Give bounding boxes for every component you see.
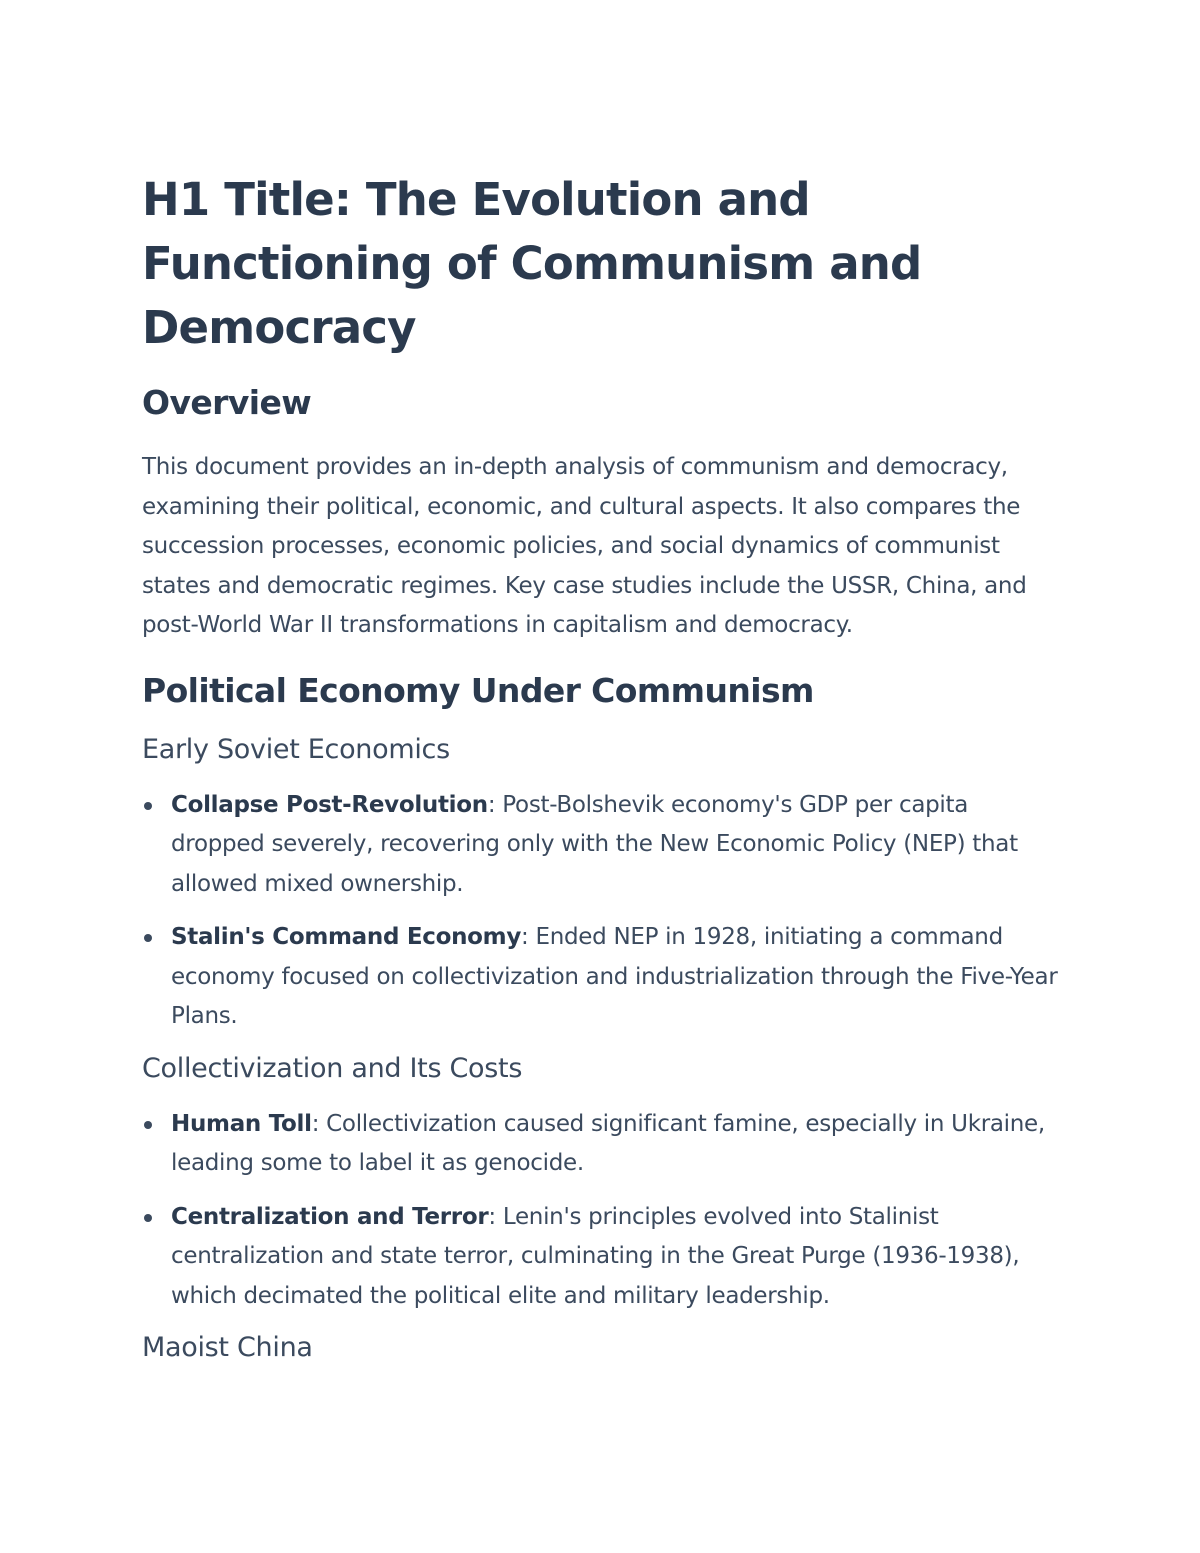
list-item-term: Centralization and Terror bbox=[171, 1203, 489, 1230]
list-item bbox=[142, 1105, 1062, 1184]
subsection-heading: Maoist China bbox=[142, 1332, 313, 1363]
list-item-text: : Post-Bolshevik economy's GDP per capita dropped severely, recovering only with the New Economic Policy (NEP) that allowed mixed ownership. bbox=[171, 791, 1018, 897]
list-item bbox=[142, 918, 1062, 1037]
list-item-term: Human Toll bbox=[171, 1110, 312, 1137]
subsection-heading: Early Soviet Economics bbox=[142, 733, 450, 765]
list-item bbox=[142, 786, 1062, 905]
list-item-term: Collapse Post-Revolution bbox=[171, 791, 488, 818]
list-item-term: Stalin's Command Economy bbox=[171, 924, 522, 950]
list-item bbox=[142, 1198, 1062, 1317]
overview-heading: Overview bbox=[142, 383, 312, 422]
subsection-heading: Collectivization and Its Costs bbox=[142, 1052, 523, 1084]
list-item-text: : Collectivization caused significant famine, especially in Ukraine, leading some to label it as genocide. bbox=[171, 1110, 1045, 1176]
bullet-icon bbox=[144, 802, 152, 810]
list-item-text: : Lenin's principles evolved into Stalinist centralization and state terror, culminating in the Great Purge (1936-1938), which decimated the political elite and military leadership. bbox=[171, 1203, 1020, 1309]
bullet-list bbox=[142, 1105, 1062, 1317]
list-item-text: : Ended NEP in 1928, initiating a command economy focused on collectivization and industrialization through the Five-Year Plans. bbox=[171, 924, 1058, 1029]
overview-paragraph: This document provides an in-depth analysis of communism and democracy, examining their political, economic, and cultural aspects. It also compares the succession processes, economic policies, and social dynamics of communist states and democratic regimes. Key case studies include the USSR, China, and post-World War II transformations in capitalism and democracy. bbox=[142, 454, 1027, 638]
bullet-list bbox=[142, 786, 1062, 1037]
section-heading: Political Economy Under Communism bbox=[142, 670, 814, 710]
document-content bbox=[142, 168, 1062, 1366]
bullet-icon bbox=[144, 934, 152, 942]
document-title: H1 Title: The Evolution and Functioning of Communism and Democracy bbox=[142, 173, 922, 354]
bullet-icon bbox=[144, 1214, 152, 1222]
bullet-icon bbox=[144, 1121, 152, 1129]
